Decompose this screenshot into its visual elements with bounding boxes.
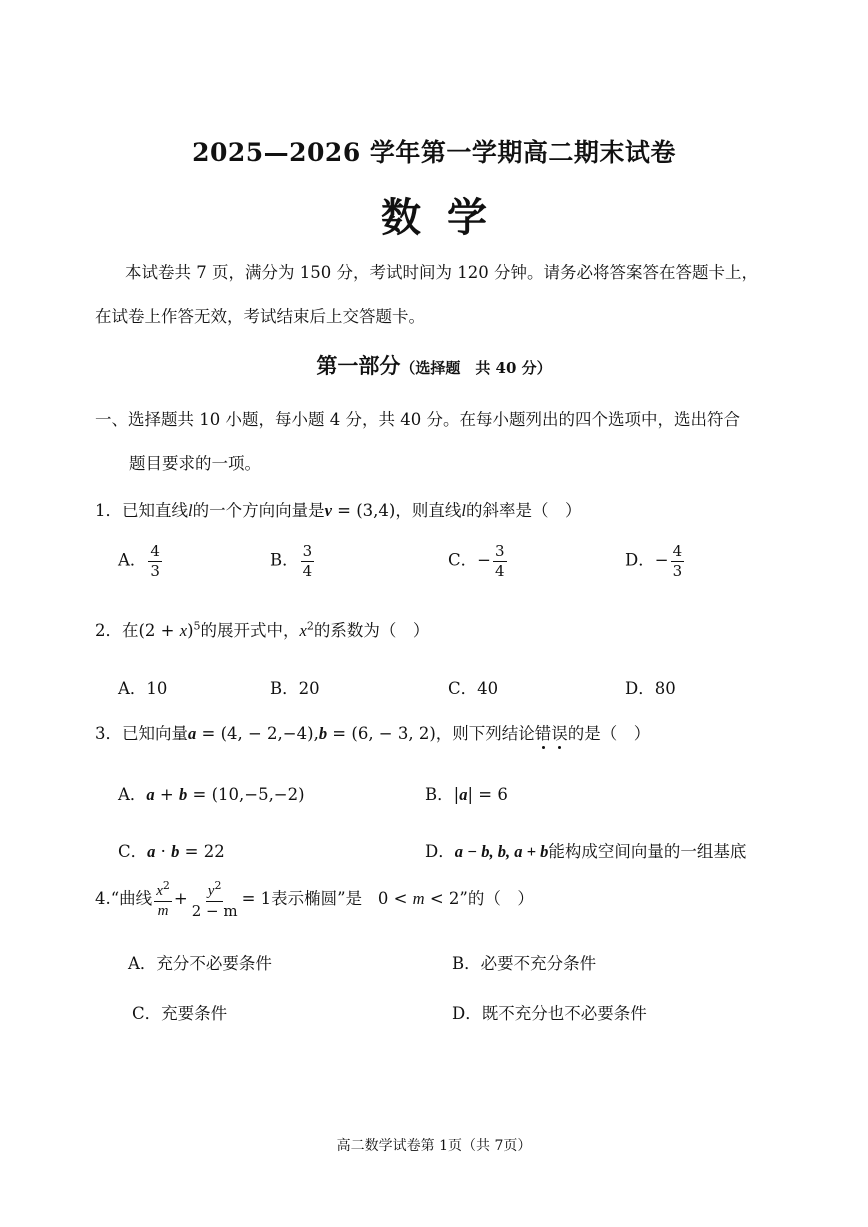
plus-sign: +: [154, 785, 179, 804]
q3-option-d[interactable]: [425, 838, 746, 862]
fraction-denominator: 4: [302, 561, 313, 580]
q4-var-m: m: [412, 889, 425, 908]
option-value: = 22: [179, 842, 225, 861]
fraction-denominator: 4: [494, 561, 505, 580]
option-fraction: [301, 543, 315, 579]
q1-option-a[interactable]: [118, 543, 164, 579]
option-label: C．: [448, 550, 478, 570]
fraction-numerator: [154, 880, 172, 902]
option-sign: −: [477, 550, 491, 570]
option-text: 能构成空间向量的一组基底: [548, 842, 747, 861]
q2-var-x2: x: [299, 621, 307, 640]
q3-vector-a: a: [188, 724, 197, 743]
option-sign: −: [654, 550, 669, 570]
q2-text-3: 的系数为（ ）: [313, 621, 430, 640]
option-value: = (10,−5,−2): [187, 785, 305, 804]
fraction-numerator: [206, 880, 224, 902]
option-label: D．: [625, 550, 655, 570]
option-label: C．: [118, 842, 148, 861]
q4-fraction-2: [190, 880, 240, 919]
vector-expression: a − b, b, a + b: [454, 842, 549, 861]
q2-expr-1: (2 +: [138, 621, 180, 640]
option-label: B．: [425, 785, 454, 804]
q3-vector-b: b: [318, 724, 328, 743]
q2-expr-2: ): [187, 621, 194, 640]
q1-option-d[interactable]: [625, 543, 686, 579]
option-fraction: [671, 543, 685, 579]
q3-emphasis-1: 错: [534, 724, 552, 743]
exam-instructions: [95, 251, 785, 339]
page-footer: 高二数学试卷第 1页（共 7页）: [336, 1138, 532, 1154]
q4-text-2: 表示椭圆”是: [271, 889, 363, 908]
section-instructions: [95, 398, 785, 486]
q3-text-3: 的是（ ）: [567, 724, 651, 743]
vector-a: a: [147, 842, 156, 861]
part-note: （选择题 共 40 分）: [400, 359, 552, 377]
q1-option-b[interactable]: [270, 543, 316, 579]
q4-condition-1: 0 <: [377, 889, 413, 908]
abs-bar-right: |: [467, 785, 474, 804]
var-x: x: [156, 883, 163, 899]
fraction-denominator: m: [157, 902, 169, 919]
q2-exponent: 5: [193, 619, 201, 633]
question-1-stem: [95, 497, 581, 521]
q2-option-b[interactable]: B．20: [270, 679, 320, 698]
q1-text-3: ，则直线: [395, 501, 462, 520]
fraction-numerator: 4: [672, 542, 683, 560]
q1-line-l: l: [188, 501, 193, 520]
instructions-line-1: 本试卷共 7 页，满分为 150 分，考试时间为 120 分钟。请务必将答案答在答题卡上，: [125, 263, 758, 282]
option-label: A．: [118, 785, 147, 804]
q4-equals: = 1: [241, 889, 272, 908]
fraction-numerator: 4: [150, 542, 160, 560]
section-line-1: 一、选择题共 10 小题，每小题 4 分，共 40 分。在每小题列出的四个选项中，选出符合: [95, 410, 740, 429]
q3-option-c[interactable]: [118, 838, 225, 862]
question-4-stem: [95, 880, 534, 919]
q3-option-b[interactable]: [425, 781, 508, 805]
subject-title: 数学: [381, 194, 513, 241]
q2-option-c[interactable]: C．40: [448, 679, 499, 698]
q4-condition-2: < 2: [424, 889, 460, 908]
part-heading: [0, 350, 868, 380]
option-fraction: [493, 543, 507, 579]
abs-bar-left: |: [453, 785, 460, 804]
q4-option-c[interactable]: C．充要条件: [132, 1004, 228, 1023]
q2-option-a[interactable]: A．10: [118, 679, 168, 698]
option-value: = 6: [473, 785, 508, 804]
q1-line-l-2: l: [461, 501, 466, 520]
q3-text-2: ，则下列结论: [435, 724, 535, 743]
vector-a: a: [146, 785, 155, 804]
q4-option-d[interactable]: D．既不充分也不必要条件: [452, 1004, 647, 1023]
fraction-numerator: 3: [494, 542, 505, 560]
vector-b: b: [171, 842, 180, 861]
q1-option-c[interactable]: [448, 543, 509, 579]
q4-text-1: 4.“曲线: [95, 889, 153, 908]
var-y: y: [207, 883, 215, 899]
question-3-stem: [95, 720, 650, 744]
q1-vector-value: = (3,4): [331, 501, 396, 520]
option-label: B．: [270, 550, 299, 570]
question-2-stem: [95, 617, 429, 641]
q2-option-d[interactable]: D．80: [625, 679, 676, 698]
q4-plus: +: [173, 889, 188, 908]
instructions-line-2: 在试卷上作答无效，考试结束后上交答题卡。: [95, 307, 425, 326]
dot-product-sign: ·: [155, 842, 172, 861]
q3-text-1: 3．已知向量: [95, 724, 188, 743]
q1-vector-v: v: [324, 501, 332, 520]
q2-var-x: x: [179, 621, 188, 640]
option-label: D．: [425, 842, 455, 861]
exponent: 2: [214, 879, 222, 892]
vector-a: a: [459, 785, 468, 804]
q4-option-a[interactable]: A．充分不必要条件: [128, 954, 272, 973]
q4-text-3: ”的（ ）: [459, 889, 534, 908]
fraction-numerator: 3: [302, 542, 313, 560]
option-label: A．: [118, 550, 147, 570]
q4-option-b[interactable]: B．必要不充分条件: [452, 954, 597, 973]
fraction-denominator: 2 − m: [191, 901, 238, 920]
q2-text-1: 2．在: [95, 621, 139, 640]
vector-b: b: [179, 785, 188, 804]
q1-text-4: 的斜率是（ ）: [465, 501, 582, 520]
q1-text-1: 1．已知直线: [95, 501, 188, 520]
exam-title: 2025—2026 学年第一学期高二期末试卷: [192, 138, 676, 167]
q3-option-a[interactable]: [118, 781, 305, 805]
option-fraction: [148, 543, 162, 579]
q2-text-2: 的展开式中，: [200, 621, 300, 640]
q3-vector-b-value: = (6, − 3, 2): [327, 724, 436, 743]
exponent: 2: [162, 879, 170, 892]
q3-emphasis-2: 误: [551, 724, 568, 743]
fraction-denominator: 3: [672, 561, 683, 580]
q1-text-2: 的一个方向向量是: [192, 501, 325, 520]
q3-vector-a-value: = (4, − 2,−4),: [196, 724, 319, 743]
section-line-2: 题目要求的一项。: [129, 454, 261, 473]
fraction-denominator: 3: [150, 561, 160, 580]
q2-exponent-2: 2: [306, 619, 314, 633]
part-title: 第一部分: [316, 353, 401, 378]
q4-fraction-1: [154, 880, 172, 919]
